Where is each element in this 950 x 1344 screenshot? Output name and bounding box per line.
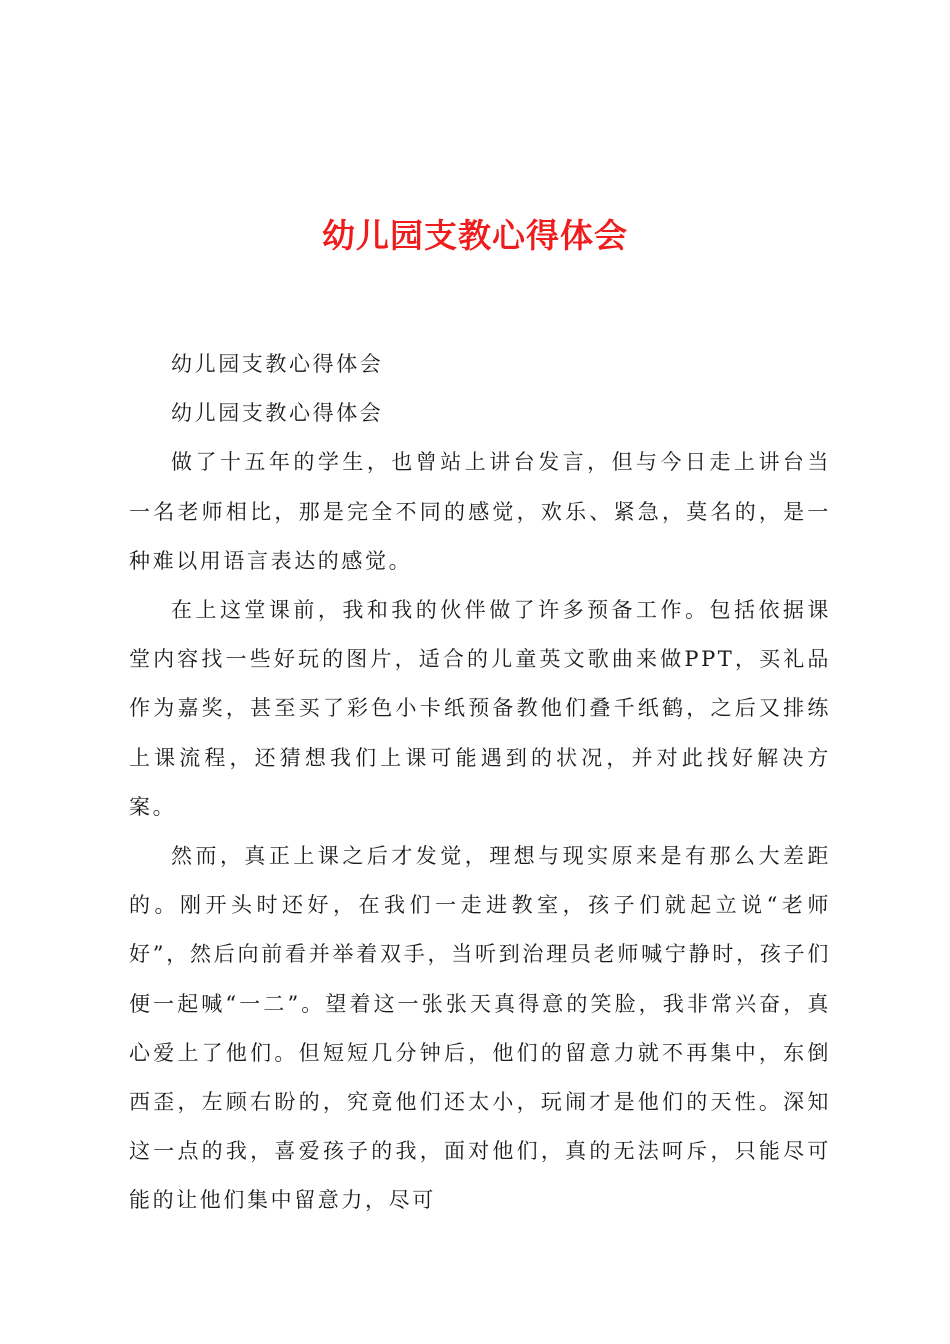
paragraph-preparation: 在上这堂课前，我和我的伙伴做了许多预备工作。包括依据课堂内容找一些好玩的图片，适合的儿童英文歌曲来做PPT，买礼品作为嘉奖，甚至买了彩色小卡纸预备教他们叠千纸鹤，之后又排练上课流程，还猜想我们上课可能遇到的状况，并对此找好解决方案。 bbox=[129, 598, 831, 819]
document-title: 幼儿园支教心得体会 bbox=[322, 216, 628, 255]
paragraph-subtitle-1: 幼儿园支教心得体会 bbox=[171, 352, 384, 376]
paragraph-subtitle-2: 幼儿园支教心得体会 bbox=[171, 401, 384, 426]
paragraph-reality: 然而，真正上课之后才发觉，理想与现实原来是有那么大差距的。刚开头时还好，在我们一走进教室，孩子们就起立说“老师好”，然后向前看并举着双手，当听到治理员老师喊宁静时，孩子们便一起喊“一二”。望着这一张张天真得意的笑脸，我非常兴奋，真心爱上了他们。但短短几分钟后，他们的留意力就不再集中，东倒西歪，左顾右盼的，究竟他们还太小，玩闹才是他们的天性。深知这一点的我，喜爱孩子的我，面对他们，真的无法呵斥，只能尽可能的让他们集中留意力，尽可 bbox=[129, 844, 831, 1213]
document-body bbox=[129, 340, 831, 1226]
paragraph-intro: 做了十五年的学生，也曾站上讲台发言，但与今日走上讲台当一名老师相比，那是完全不同的感觉，欢乐、紧急，莫名的，是一种难以用语言表达的感觉。 bbox=[129, 450, 831, 573]
